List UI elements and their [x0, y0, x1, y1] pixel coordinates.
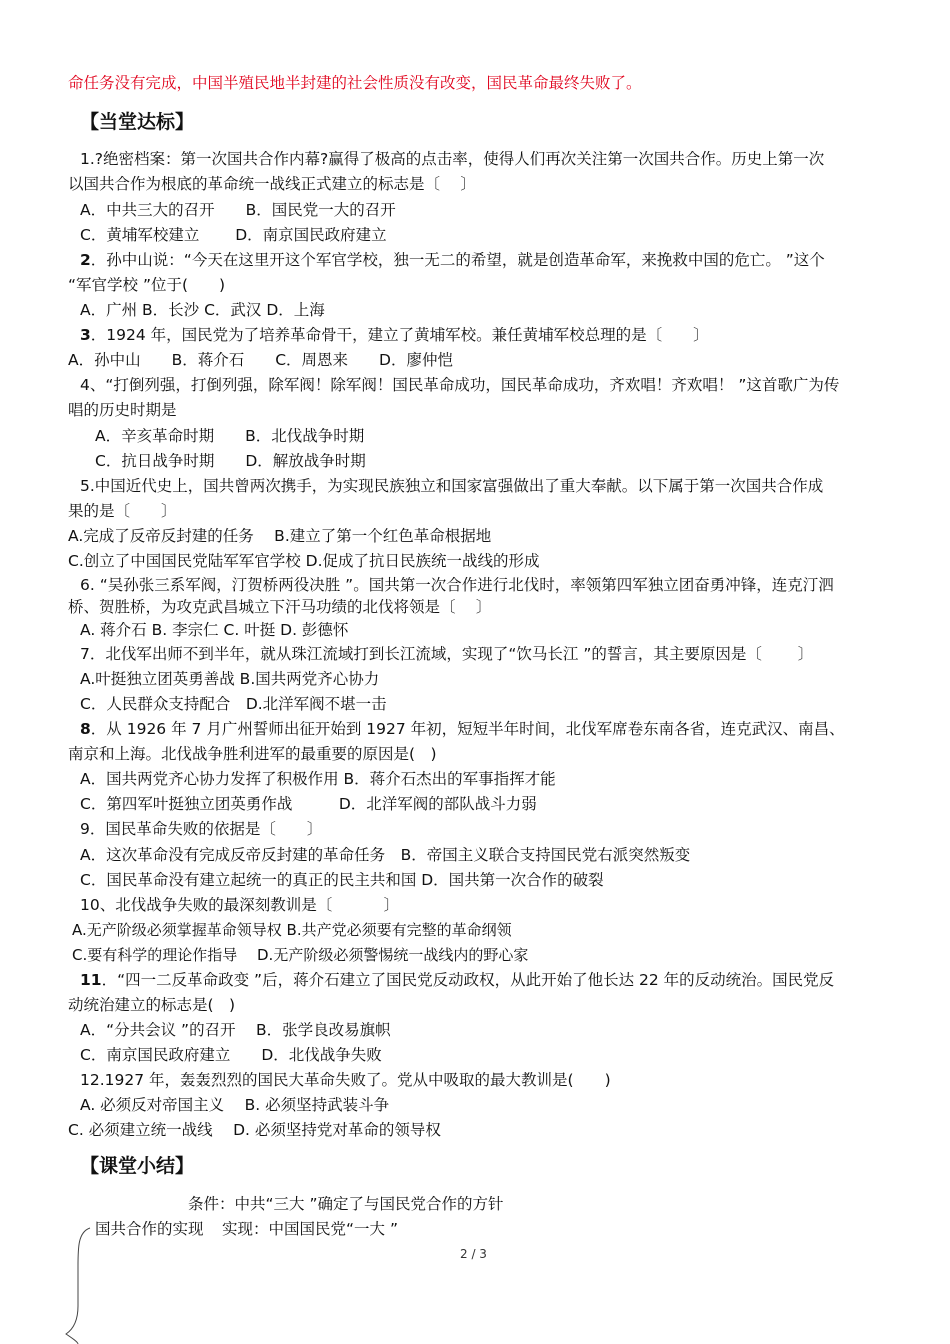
- question-2-text: ．孙中山说：“今天在这里开这个军官学校，独一无二的希望，就是创造革命军，来挽救中国的危亡。 ”这个: [90, 251, 825, 269]
- page-number: 2 / 3: [460, 1247, 487, 1261]
- question-8-text: ．从 1926 年 7 月广州誓师出征开始到 1927 年初，短短半年时间，北伐军席卷东南各省，连克武汉、南昌、: [90, 720, 845, 738]
- question-5-line-1: 5.中国近代史上，国共曾两次携手，为实现民族独立和国家富强做出了重大奉献。以下属于第一次国共合作成: [80, 477, 824, 495]
- question-4-line-1: 4、“打倒列强，打倒列强，除军阀！除军阀！国民革命成功，国民革命成功，齐欢唱！齐欢唱！ ”这首歌广为传: [80, 376, 840, 394]
- question-3-options: A．孙中山 B．蒋介石 C．周恩来 D．廖仲恺: [68, 351, 453, 369]
- question-11-line-1: [80, 970, 834, 990]
- question-1-options-cd: C．黄埔军校建立 D．南京国民政府建立: [80, 226, 387, 244]
- question-9-options-ab: A．这次革命没有完成反帝反封建的革命任务 B．帝国主义联合支持国民党右派突然叛变: [80, 846, 691, 864]
- question-10-options-ab: A.无产阶级必须掌握革命领导权 B.共产党必须要有完整的革命纲领: [72, 921, 512, 939]
- summary-brace-icon: [60, 1226, 100, 1344]
- section-heading-practice: 【当堂达标】: [80, 111, 195, 133]
- question-10-options-cd: C.要有科学的理论作指导 D.无产阶级必须警惕统一战线内的野心家: [72, 946, 529, 964]
- question-9-options-cd: C．国民革命没有建立起统一的真正的民主共和国 D．国共第一次合作的破裂: [80, 871, 604, 889]
- question-5-options-ab: A.完成了反帝反封建的任务 B.建立了第一个红色革命根据地: [68, 527, 492, 545]
- question-11-text: ．“四一二反革命政变 ”后，蒋介石建立了国民党反动政权，从此开始了他长达 22 年的反动统治。国民党反: [101, 971, 835, 989]
- question-2-number: 2: [80, 251, 91, 269]
- question-6-options: A. 蒋介石 B. 李宗仁 C. 叶挺 D. 彭德怀: [80, 621, 349, 639]
- question-2-line-1: [80, 250, 825, 270]
- question-1-line-2: 以国共合作为根底的革命统一战线正式建立的标志是〔 〕: [68, 175, 476, 193]
- question-3-text: ．1924 年，国民党为了培养革命骨干，建立了黄埔军校。兼任黄埔军校总理的是〔 〕: [90, 326, 709, 344]
- question-8-line-1: [80, 719, 845, 739]
- question-7-line-1: 7．北伐军出师不到半年，就从珠江流域打到长江流域，实现了“饮马长江 ”的誓言，其主要原因是〔 〕: [80, 645, 814, 663]
- summary-realization-title: 国共合作的实现: [95, 1220, 204, 1238]
- question-4-options-cd: C．抗日战争时期 D．解放战争时期: [95, 452, 366, 470]
- question-1-options-ab: A．中共三大的召开 B．国民党一大的召开: [80, 201, 396, 219]
- question-8-options-cd: C．第四军叶挺独立团英勇作战 D．北洋军阀的部队战斗力弱: [80, 795, 537, 813]
- question-5-options-cd: C.创立了中国国民党陆军军官学校 D.促成了抗日民族统一战线的形成: [68, 552, 540, 570]
- question-10-line-1: 10、北伐战争失败的最深刻教训是〔 〕: [80, 896, 400, 914]
- question-4-line-2: 唱的历史时期是: [68, 401, 177, 419]
- question-11-number: 11: [80, 971, 102, 989]
- question-3-number: 3: [80, 326, 91, 344]
- question-7-options-cd: C．人民群众支持配合 D.北洋军阀不堪一击: [80, 695, 387, 713]
- summary-condition: 条件：中共“三大 ”确定了与国民党合作的方针: [188, 1195, 504, 1213]
- question-12-options-cd: C. 必须建立统一战线 D. 必须坚持党对革命的领导权: [68, 1121, 441, 1139]
- question-6-line-2: 桥、贺胜桥，为攻克武昌城立下汗马功绩的北伐将领是〔 〕: [68, 598, 492, 616]
- question-7-options-ab: A.叶挺独立团英勇善战 B.国共两党齐心协力: [80, 670, 380, 688]
- intro-line: 命任务没有完成，中国半殖民地半封建的社会性质没有改变，国民革命最终失败了。: [68, 74, 642, 92]
- question-11-line-2: 动统治建立的标志是( ): [68, 996, 236, 1014]
- question-2-line-2: “军官学校 ”位于( ): [68, 276, 226, 294]
- question-12-options-ab: A. 必须反对帝国主义 B. 必须坚持武装斗争: [80, 1096, 390, 1114]
- question-3-line-1: [80, 325, 709, 345]
- question-11-options-ab: A．“分共会议 ”的召开 B．张学良改易旗帜: [80, 1021, 391, 1039]
- question-8-options-ab: A．国共两党齐心协力发挥了积极作用 B．蒋介石杰出的军事指挥才能: [80, 770, 556, 788]
- summary-realization: 实现：中国国民党“一大 ”: [222, 1220, 398, 1238]
- question-1-line-1: 1.?绝密档案：第一次国共合作内幕?赢得了极高的点击率，使得人们再次关注第一次国共合作。历史上第一次: [80, 150, 825, 168]
- question-4-options-ab: A．辛亥革命时期 B．北伐战争时期: [95, 427, 365, 445]
- question-8-line-2: 南京和上海。北伐战争胜利进军的最重要的原因是( ): [68, 745, 437, 763]
- question-11-options-cd: C．南京国民政府建立 D．北伐战争失败: [80, 1046, 382, 1064]
- question-5-line-2: 果的是〔 〕: [68, 502, 177, 520]
- question-8-number: 8: [80, 720, 91, 738]
- question-2-options: A．广州 B．长沙 C．武汉 D．上海: [80, 301, 325, 319]
- question-9-line-1: 9．国民革命失败的依据是〔 〕: [80, 820, 323, 838]
- question-6-line-1: 6. “吴孙张三系军阀，汀贺桥两役决胜 ”。国共第一次合作进行北伐时，率领第四军独立团奋勇冲锋，连克汀泗: [80, 576, 834, 594]
- question-12-line-1: 12.1927 年，轰轰烈烈的国民大革命失败了。党从中吸取的最大教训是( ): [80, 1071, 611, 1089]
- section-heading-summary: 【课堂小结】: [80, 1155, 195, 1177]
